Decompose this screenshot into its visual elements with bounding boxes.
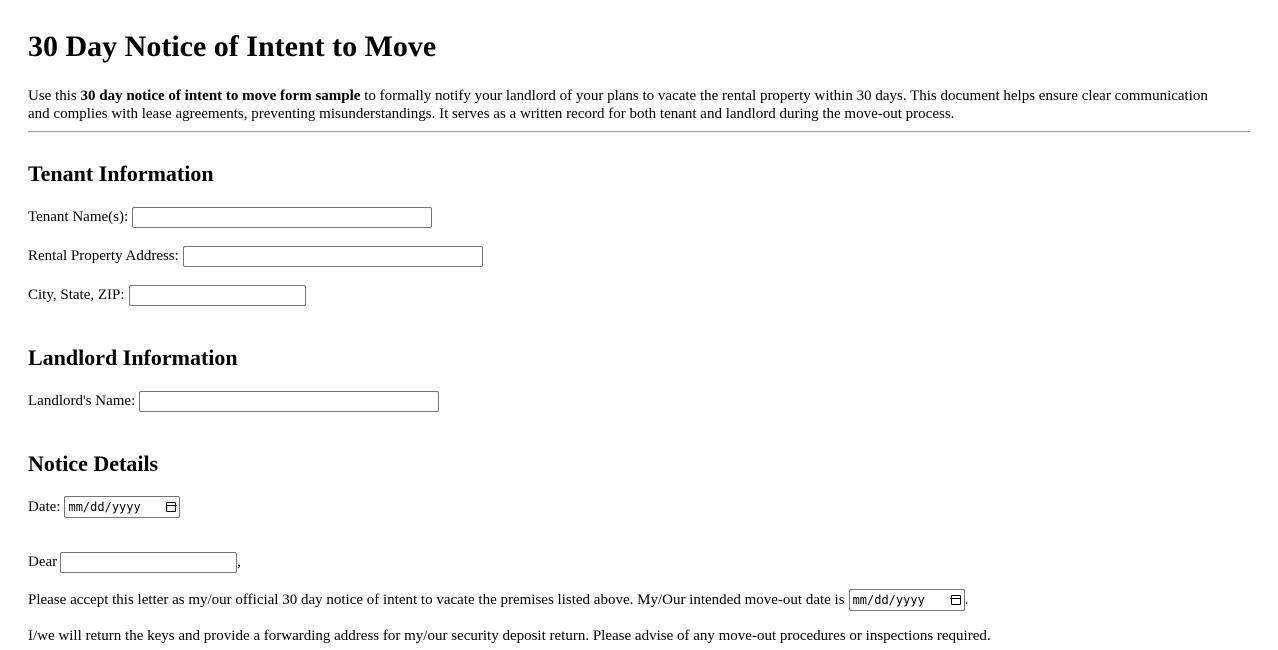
date-row [28, 496, 180, 518]
notice-body-text: Please accept this letter as my/our official 30 day notice of intent to vacate the premises listed above. My/Our intended move-out date is [28, 591, 845, 608]
tenant-name-row [28, 206, 432, 228]
salutation-label: Dear [28, 553, 58, 570]
notice-date-input[interactable] [64, 496, 180, 518]
intro-text-before: Use this [28, 88, 81, 104]
notice-section-heading: Notice Details [28, 451, 159, 476]
calendar-icon[interactable] [166, 502, 176, 512]
intro-text-bold: 30 day notice of intent to move form sample [80, 88, 361, 104]
city-state-zip-input[interactable] [129, 285, 306, 306]
landlord-name-label: Landlord's Name: [28, 392, 136, 409]
page-title: 30 Day Notice of Intent to Move [28, 30, 437, 63]
closing-paragraph-text: I/we will return the keys and provide a forwarding address for my/our security deposit return. Please advise of any move-out procedures or inspections required. [28, 627, 991, 644]
landlord-name-row [28, 390, 439, 412]
landlord-name-input[interactable] [139, 391, 439, 412]
address-input[interactable] [183, 246, 483, 267]
intro-text-after: to formally notify your landlord of your plans to vacate the rental property within 30 days. This document helps ensure clear communication and complies with lease agreements, preventing misunderstandings. It serves as a written record for both tenant and landlord during the move-out process. [28, 88, 1208, 122]
address-label: Rental Property Address: [28, 247, 179, 264]
closing-paragraph [28, 625, 991, 647]
calendar-icon[interactable] [951, 595, 961, 605]
tenant-name-input[interactable] [132, 207, 432, 228]
salutation-row [28, 551, 241, 573]
intro-paragraph [28, 87, 1228, 123]
salutation-comma: , [237, 553, 241, 570]
salutation-name-input[interactable] [60, 552, 237, 573]
tenant-section-heading: Tenant Information [28, 161, 214, 186]
move-out-date-input[interactable] [849, 589, 965, 611]
notice-date-placeholder: mm/dd/yyyy [68, 500, 141, 514]
address-row [28, 245, 483, 267]
landlord-section-heading: Landlord Information [28, 345, 238, 370]
tenant-name-label: Tenant Name(s): [28, 208, 129, 225]
city-state-zip-label: City, State, ZIP: [28, 286, 125, 303]
date-label: Date: [28, 498, 61, 515]
move-out-date-placeholder: mm/dd/yyyy [852, 593, 925, 607]
notice-body-paragraph [28, 589, 968, 611]
section-divider [28, 131, 1250, 133]
city-state-zip-row [28, 284, 306, 306]
notice-body-period: . [964, 591, 969, 608]
